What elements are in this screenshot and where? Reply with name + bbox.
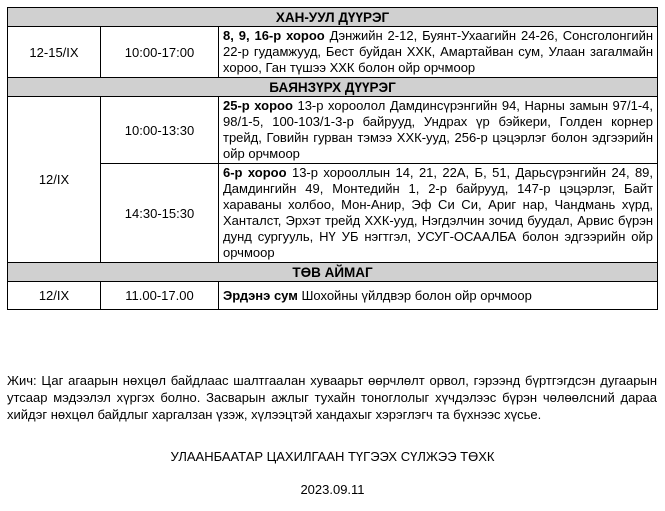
organization-name: УЛААНБААТАР ЦАХИЛГААН ТҮГЭЭХ СҮЛЖЭЭ ТӨХК <box>170 449 495 464</box>
schedule-row <box>8 164 658 263</box>
district-name: ТӨВ АЙМАГ <box>8 263 658 282</box>
khoroo-name: 25-р хороо <box>223 98 293 113</box>
schedule-area <box>219 282 658 310</box>
footnote: Жич: Цаг агаарын нөхцөл байдлаас шалтгаалан хуваарьт өөрчлөлт орвол, гэрээнд бүртгэгдсэн дугаарын утсаар мэдээлэл хүргэх болно. Засварын ажлыг тухайн тоноглолыг хүчдэлээс бүрэн чөлөөлсний дараа хийдэг нөхцөл байдлыг харгалзан үзэж, хүлээцтэй хандахыг хэрэглэгч та бүхнээс хүсье. <box>7 373 657 422</box>
schedule-row <box>8 97 658 164</box>
schedule-date: 12-15/IX <box>8 27 101 78</box>
area-places: 13-р хорооллын 14, 21, 22А, Б, 51, Дарьсүрэнгийн 24, 89, Дамдингийн 49, Монтедийн 1, 2-р байрууд, 147-р цэцэрлэг, Байт хараваны холбоо, Мон-Анир, Эф Си Си, Ариг нар, Чандмань хүрд, Ханталст, Эрхэт трейд ХХК-ууд, Нэгдэлчин зочид буудал, Арвис бүрэн дунд сургууль, НҮ УБ нэгтгэл, УСУГ-ОСААЛБА болон эдгээрийн ойр орчмоор <box>223 165 654 260</box>
schedule-area <box>219 164 658 263</box>
outage-schedule-table <box>7 7 658 310</box>
khoroo-name: Эрдэнэ сум <box>223 287 298 303</box>
schedule-time: 14:30-15:30 <box>101 164 219 263</box>
schedule-row <box>8 27 658 78</box>
schedule-time: 10:00-13:30 <box>101 97 219 164</box>
district-header-row <box>8 8 658 27</box>
publish-date: 2023.09.11 <box>300 482 365 497</box>
district-name: ХАН-УУЛ ДҮҮРЭГ <box>8 8 658 27</box>
schedule-time: 10:00-17:00 <box>101 27 219 78</box>
district-name: БАЯНЗҮРХ ДҮҮРЭГ <box>8 78 658 97</box>
area-places: Дэнжийн 2-12, Буянт-Ухаагийн 24-26, Сонсголонгийн 22-р гудамжууд, Бест буйдан ХХК, Амартайван сум, Улаан загалмайн хороо, Ган түшээ ХХК болон ойр орчмоор <box>223 28 654 75</box>
area-places: 13-р хороолол Дамдинсүрэнгийн 94, Нарны замын 97/1-4, 98/1-5, 100-103/1-3-р байрууд, Ундрах үр бэйкери, Голден корнер трейд, Говийн гурван тэмээ ХХК-ууд, 256-р цэцэрлэг болон эдгээрийн ойр орчмоор <box>223 98 654 161</box>
schedule-time: 11.00-17.00 <box>101 282 219 310</box>
schedule-area <box>219 97 658 164</box>
district-header-row <box>8 263 658 282</box>
khoroo-name: 6-р хороо <box>223 165 287 180</box>
district-header-row <box>8 78 658 97</box>
schedule-area <box>219 27 658 78</box>
area-places: Шохойны үйлдвэр болон ойр орчмоор <box>297 287 532 303</box>
schedule-row <box>8 282 658 310</box>
schedule-date: 12/IX <box>8 282 101 310</box>
khoroo-name: 8, 9, 16-р хороо <box>223 28 325 43</box>
schedule-date: 12/IX <box>8 97 101 263</box>
